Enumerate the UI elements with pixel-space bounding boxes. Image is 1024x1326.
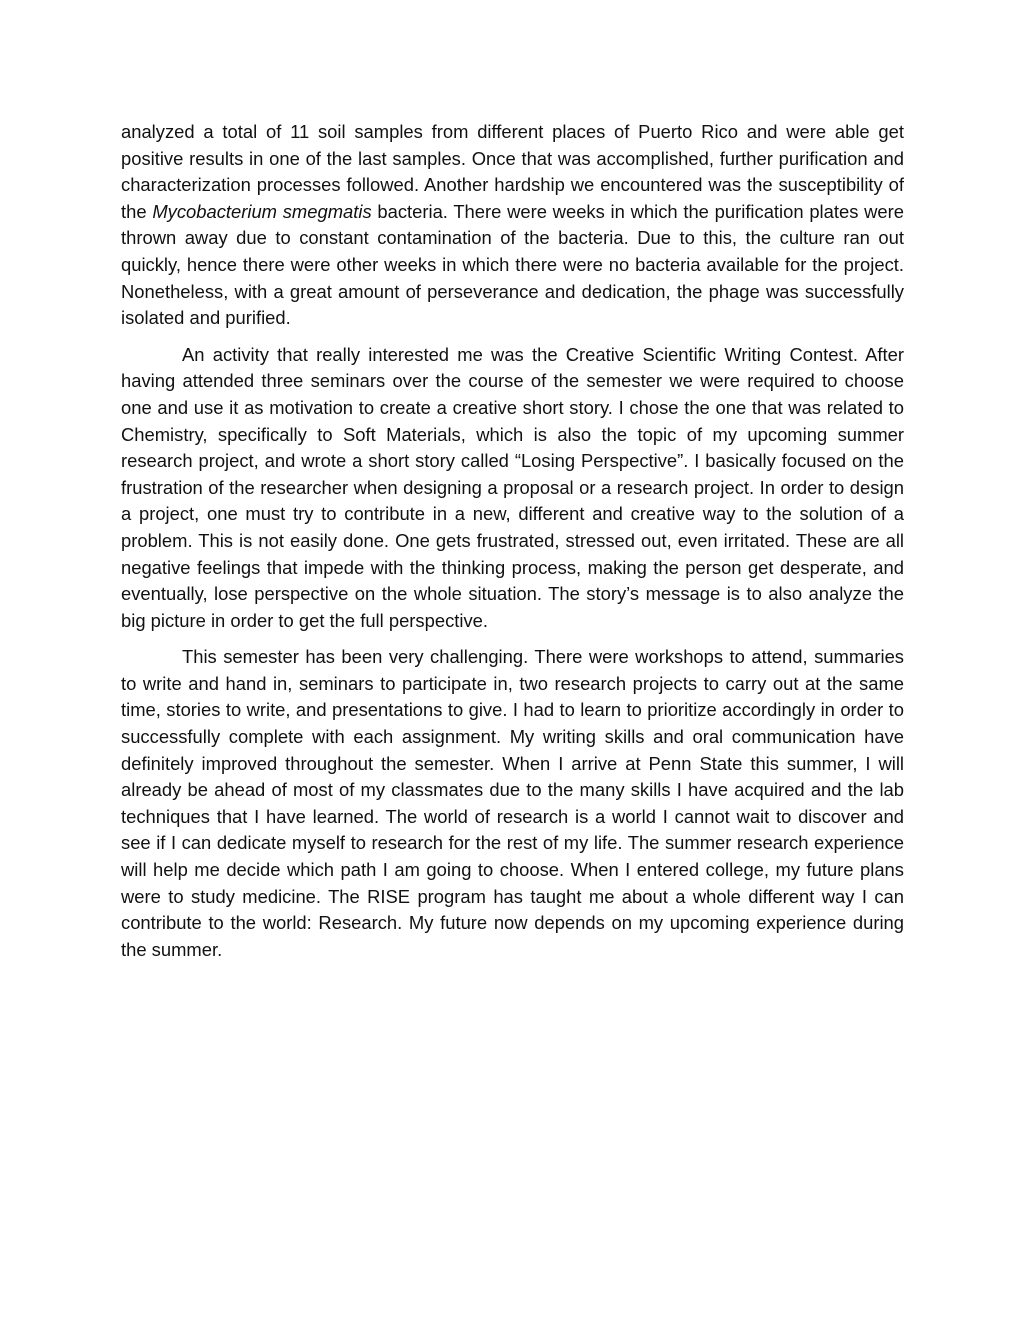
document-body (121, 119, 904, 973)
paragraph-1 (121, 119, 904, 332)
paragraph-3: This semester has been very challenging. There were workshops to attend, summaries to write and hand in, seminars to participate in, two research projects to carry out at the same time, stories to write, and presentations to give. I had to learn to prioritize accordingly in order to successfully complete with each assignment. My writing skills and oral communication have definitely improved throughout the semester. When I arrive at Penn State this summer, I will already be ahead of most of my classmates due to the many skills I have acquired and the lab techniques that I have learned. The world of research is a world I cannot wait to discover and see if I can dedicate myself to research for the rest of my life. The summer research experience will help me decide which path I am going to choose. When I entered college, my future plans were to study medicine. The RISE program has taught me about a whole different way I can contribute to the world: Research. My future now depends on my upcoming experience during the summer. (121, 646, 904, 960)
paragraph-1-italic-species: Mycobacterium smegmatis (152, 200, 372, 222)
paragraph-1-text-start: analyzed a total of 11 soil samples from different places of Puerto Rico and were able get positive results in one of the last samples. Once that was accomplished, further purification and characterization processes followed. Another hardship we encountered was the susceptibility of the (121, 121, 904, 222)
paragraph-1-text-end: bacteria. There were weeks in which the purification plates were thrown away due to constant contamination of the bacteria. Due to this, the culture ran out quickly, hence there were other weeks in which there were no bacteria available for the project. Nonetheless, with a great amount of perseverance and dedication, the phage was successfully isolated and purified. (121, 200, 904, 329)
paragraph-2: An activity that really interested me was the Creative Scientific Writing Contest. After having attended three seminars over the course of the semester we were required to choose one and use it as motivation to create a creative short story. I chose the one that was related to Chemistry, specifically to Soft Materials, which is also the topic of my upcoming summer research project, and wrote a short story called “Losing Perspective”. I basically focused on the frustration of the researcher when designing a proposal or a research project. In order to design a project, one must try to contribute in a new, different and creative way to the solution of a problem. This is not easily done. One gets frustrated, stressed out, even irritated. These are all negative feelings that impede with the thinking process, making the person get desperate, and eventually, lose perspective on the whole situation. The story’s message is to also analyze the big picture in order to get the full perspective. (121, 343, 904, 631)
